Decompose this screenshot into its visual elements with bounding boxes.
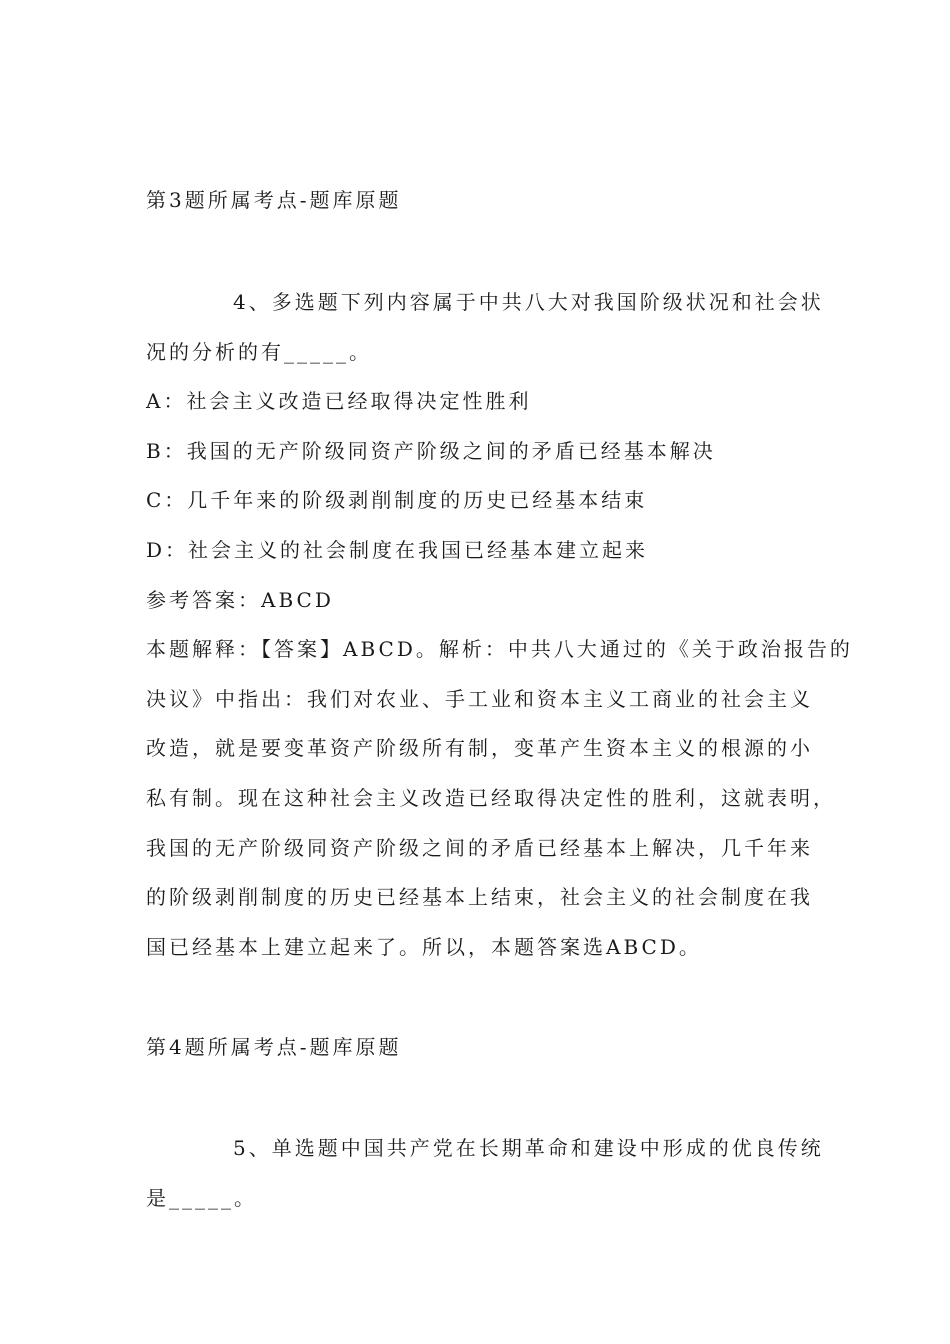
explanation-line-3: 改造，就是要变革资产阶级所有制，变革产生资本主义的根源的小 xyxy=(146,736,813,760)
question-4-stem-line-2: 况的分析的有_____。 xyxy=(146,340,372,364)
option-c: C：几千年来的阶级剥削制度的历史已经基本结束 xyxy=(146,488,648,512)
question-5-stem-line-2: 是_____。 xyxy=(146,1186,257,1210)
explanation-line-1: 本题解释：【答案】ABCD。解析：中共八大通过的《关于政治报告的 xyxy=(146,637,853,661)
option-a: A：社会主义改造已经取得决定性胜利 xyxy=(146,389,532,413)
explanation-line-7: 国已经基本上建立起来了。所以，本题答案选ABCD。 xyxy=(146,935,702,959)
explanation-line-2: 决议》中指出：我们对农业、手工业和资本主义工商业的社会主义 xyxy=(146,687,813,711)
question-5-stem-line-1: 5、单选题中国共产党在长期革命和建设中形成的优良传统 xyxy=(233,1136,824,1160)
section-label-q4: 第4题所属考点-题库原题 xyxy=(146,1035,402,1059)
option-d: D：社会主义的社会制度在我国已经基本建立起来 xyxy=(146,538,649,562)
reference-answer: 参考答案：ABCD xyxy=(146,588,334,612)
explanation-line-4: 私有制。现在这种社会主义改造已经取得决定性的胜利，这就表明， xyxy=(146,786,836,810)
option-b: B：我国的无产阶级同资产阶级之间的矛盾已经基本解决 xyxy=(146,439,716,463)
question-4-stem-line-1: 4、多选题下列内容属于中共八大对我国阶级状况和社会状 xyxy=(233,290,824,314)
explanation-line-5: 我国的无产阶级同资产阶级之间的矛盾已经基本上解决，几千年来 xyxy=(146,836,813,860)
section-label-q3: 第3题所属考点-题库原题 xyxy=(146,188,402,212)
explanation-line-6: 的阶级剥削制度的历史已经基本上结束，社会主义的社会制度在我 xyxy=(146,885,813,909)
